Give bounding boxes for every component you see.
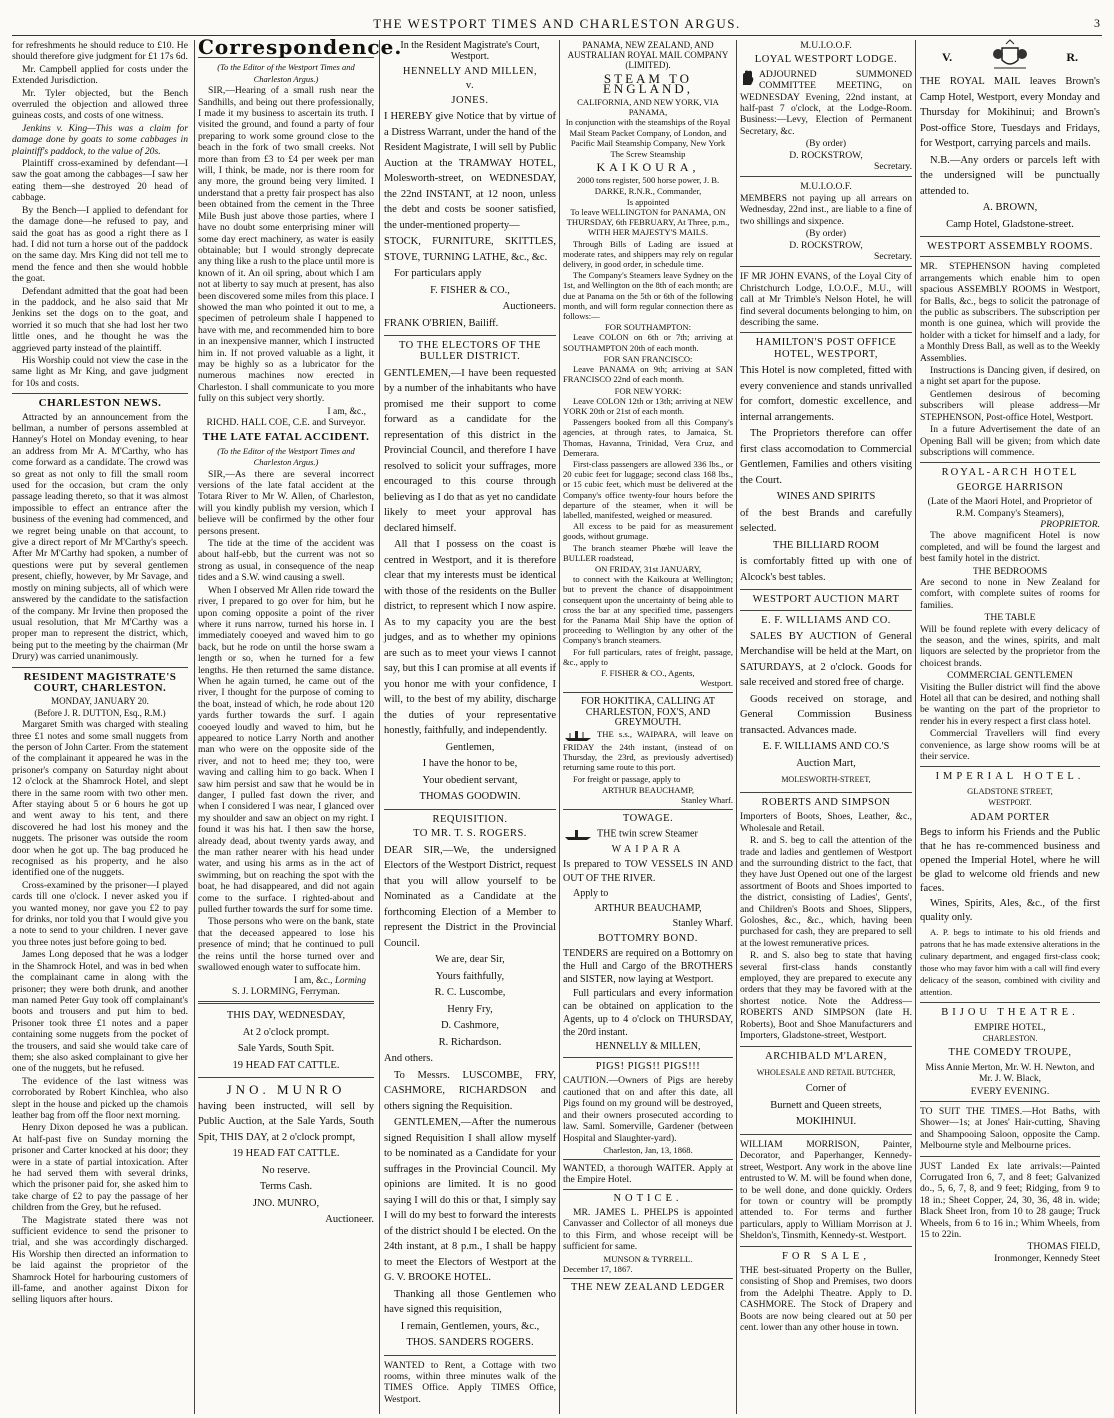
ad-text: Yours faithfully,: [435, 970, 505, 982]
article-text: James Long deposed that he was a lodger in the Shamrock Hotel, and was in bed when the complainant came in along with the prisoner; they were both drunk, and another man named Peter Guy took off complainant's boots and trousers and put him to bed. Prisoner took three £1 notes and a paper containing some nuggets from the pocket of the trousers, and said she would take care of them; she also asked complainant to give her one of the nuggets, but he refused.: [12, 949, 188, 1075]
ad-text: Goods received on storage, and General Commission Business transacted. Advances made.: [740, 693, 912, 736]
ad-signature: Auctioneer.: [325, 1214, 374, 1226]
ad-subheading: THE BEDROOMS: [972, 565, 1048, 577]
ad-signature: MUNSON & TYRRELL.: [603, 1253, 693, 1264]
ad-text: PROPRIETOR.: [1040, 518, 1100, 530]
ship-name: KAIKOURA,: [596, 160, 700, 175]
ad-text: I HEREBY give Notice that by virtue of a Distress Warrant, under the hand of the Resident Magistrate, I will sell by Public Auction at the TRAMWAY HOTEL, Molesworth-street, on WEDNESDAY, the 22nd INSTANT, at 12 noon, unless the debt and costs be sooner satisfied, the under-mentioned property—: [384, 111, 556, 231]
ad-text: is comfortably fitted up with one of Alcock's best tables.: [740, 556, 912, 583]
ad-imperial: [920, 826, 1100, 925]
ad-subheading: GEORGE HARRISON: [956, 481, 1064, 493]
article-text: His Worship could not view the case in the same light as Mr King, and gave judgment for 10s and costs.: [12, 354, 188, 389]
ad-signature: Westport.: [700, 678, 733, 689]
article-text: for refreshments he should reduce to £10. He should therefore give judgment for £1 17s 6d.: [12, 40, 188, 63]
ad-text: EVERY EVENING.: [970, 1085, 1050, 1097]
section-heading: ROYAL-ARCH HOTEL: [941, 467, 1079, 479]
ad-electors: [384, 366, 556, 805]
section-heading: THE LATE FATAL ACCIDENT.: [202, 431, 370, 444]
ad-text: Miss Annie Merton, Mr. W. H. Newton, and Mr. J. W. Black,: [925, 1061, 1095, 1085]
section-heading: BOTTOMRY BOND.: [598, 932, 698, 944]
ad-text: Wines, Spirits, Ales, &c., of the first quality only.: [920, 898, 1100, 924]
divider: [563, 1159, 733, 1160]
ad-text: Instructions is Dancing given, if desired, on a night set apart for the pupose.: [920, 365, 1100, 388]
divider: [740, 1046, 912, 1047]
ad-text: Is appointed: [626, 196, 670, 207]
ad-signature: F. FISHER & CO., Agents,: [601, 667, 695, 678]
ad-text: No reserve.: [261, 1164, 311, 1176]
ad-text: MR. JAMES L. PHELPS is appointed Canvasser and Collector of all moneys due to this Firm, and whose receipt will be sufficient for same.: [563, 1206, 733, 1253]
ad-text: GENTLEMEN,—I have been requested by a number of the inhabitants who have promised me their support to come forward as a candidate for the representation of this district in the Provincial Council, and therefore I have resolved to solicit your suffrages, more encouraged to this course through believing as I do that as yet no candidate likely to meet your approval has declared himself.: [384, 367, 556, 534]
ad-text: [740, 69, 912, 137]
ad-signature: Camp Hotel, Gladstone-street.: [946, 218, 1074, 230]
court-before: (Before J. R. DUTTON, Esq., R.M.): [34, 707, 166, 718]
ad-text: ON FRIDAY, 31st JANUARY,: [594, 563, 702, 574]
section-heading: STEAM TO ENGLAND,: [602, 70, 694, 96]
letter-text: The tide at the time of the accident was about half-ebb, but the current was not so strong as usual, in consequence of the neap tides and a S.W. wind causing a swell.: [198, 538, 374, 584]
column-divider: [915, 40, 916, 1414]
ad-text: For particulars apply: [394, 268, 482, 280]
ad-text: The above magnificent Hotel is now completed, and will be found the largest and best family hotel in the district.: [920, 530, 1100, 565]
article-text: Defendant admitted that the goat had been in the paddock, and he also said that Mr Jenkins set the dogs on to the goat, and worried it so much that she had lost her two little ones, and he thought he was the aggrieved party instead of the plaintiff.: [12, 285, 188, 354]
ad-text: For freight or passage, apply to: [573, 773, 681, 784]
ad-signature: THOS. SANDERS ROGERS.: [406, 1337, 534, 1349]
ad-heading: JNO. MUNRO: [226, 1082, 346, 1098]
ad-wanted-waiter: WANTED, a thorough WAITER. Apply at the Empire Hotel.: [563, 1163, 733, 1185]
ad-text: ADJOURNED SUMMONED COMMITTEE MEETING, on WEDNESDAY Evening, 22nd instant, at half-past 7 o'clock, at the Lodge-Room. Business:—Levy, Election of Permanent Secretary, &c.: [740, 68, 912, 137]
article-text: Margaret Smith was charged with stealing three £1 notes and some small nuggets from the person of John Carter. From the statement of the complainant it appeared he was in the prisoner's company on Saturday night about 12 o'clock at the Shamrock Hotel, and slept there in the same room with two other men. After staying about 5 or 6 hours he got up and went away to his tent, and there discovered he had lost his money and the nuggets. The prisoner was outside the room door when he got up. The bag produced he recognised as his property, and he also identified one of the nuggets.: [12, 719, 188, 879]
ad-text: EMPIRE HOTEL,: [974, 1021, 1046, 1033]
divider: [198, 1001, 374, 1004]
article-text: Jenkins v. King—This was a claim for damage done by goats to some cabbages in plaintiff's paddock, to the value of 20s.: [12, 122, 188, 157]
ad-text: To Messrs. LUSCOMBE, FRY, CASHMORE, RICHARDSON and others signing the Requisition.: [384, 1069, 556, 1112]
ad-text: Sale Yards, South Spit.: [237, 1043, 335, 1055]
section-heading: ARCHIBALD M'LAREN,: [765, 1050, 887, 1062]
ad-text: DEAR SIR,—We, the undersigned Electors of the Westport District, request that you will allow yourself to be Nominated as a Candidate at the forthcoming Election of a Member to represent the District in the Provincial Council.: [384, 844, 556, 949]
to-editor: (To the Editor of the Westport Times and Charleston Argus.): [217, 62, 355, 84]
divider: [384, 335, 556, 336]
ad-hamilton: [740, 363, 912, 585]
ad-text: Leave COLON 12th or 13th; arriving at NEW YORK 20th or 21st of each month.: [563, 395, 733, 416]
ad-text: MOKIHINUI.: [795, 1116, 857, 1128]
ad-text: N.B.—Any orders or parcels left with the undersigned will be punctually attended to.: [920, 154, 1100, 197]
ad-text: CHARLESTON.: [982, 1033, 1038, 1043]
ad-text: TO SUIT THE TIMES.—Hot Baths, with Shower—1s; at Jones' Hair-cutting, Shaving and Shampooing Saloon, opposite the Camp. Melbourne style and Melbourne prices.: [920, 1105, 1100, 1152]
case-versus: v.: [465, 80, 475, 92]
ad-text: The Proprietors therefore can offer first class accomodation to Commercial Gentlemen, Families and others visiting the Court.: [740, 428, 912, 486]
steamer-icon: [563, 827, 593, 841]
article-text: Mr. Tyler objected, but the Bench overruled the objection and allowed three guineas costs, and costs of one witness.: [12, 87, 188, 122]
article-text: Henry Dixon deposed he was a publican. At half-past five on Sunday morning the prisoner and Carter knocked at his door; they were in a state of partial intoxication. After he had served them with several drinks, which the prisoner paid for, she asked him to take charge of £2 to pay the passage of her children from the Grey, but he refused.: [12, 1122, 188, 1214]
ad-text: Corner of: [805, 1083, 847, 1095]
hand-emblem-icon: [740, 69, 756, 87]
ad-text: Thanking all those Gentlemen who have signed this requisition,: [384, 1288, 556, 1316]
divider: [12, 393, 188, 394]
ad-text: Will be found replete with every delicacy of the season, and the wines, spirits, and malt liquors are selected by the proprietor from the choicest brands.: [920, 623, 1100, 669]
column-divider: [194, 40, 195, 1414]
signature: I am, &c.,: [327, 405, 366, 417]
ad-signature: THOMAS FIELD,: [1027, 1241, 1100, 1253]
divider: [12, 667, 188, 668]
article-text: By the Bench—I applied to defendant for the damage done—he refused to pay, and said the goat has as good a right there as I had. I did not turn a horse out of the paddock on the same day. Mrs King did not tell me to mend the fence and then she would hobble the goat.: [12, 204, 188, 285]
handwritten-signature: Lorming: [334, 974, 366, 985]
steam-sub: CALIFORNIA, AND NEW YORK, VIA PANAMA,: [577, 97, 719, 118]
ad-date: December 17, 1867.: [563, 1264, 633, 1275]
ship-name: WAIPARA: [611, 843, 685, 855]
ad-text: The branch steamer Phœbe will leave the BULLER roadstead,: [563, 542, 733, 563]
section-heading: TOWAGE.: [622, 813, 674, 825]
section-heading: PIGS! PIGS!! PIGS!!!: [595, 1060, 701, 1072]
divider: [920, 236, 1100, 237]
masthead-rule: [12, 35, 1102, 36]
ad-text: STOCK, FURNITURE, SKITTLES, STOVE, TURNING LATHE, &c., &c.: [384, 236, 556, 263]
ad-text: GENTLEMEN,—After the numerous signed Requisition I shall allow myself to be nominated as a Candidate for your suffrages in the Provincial Council. My opinions are limited. It is no good saying I will do this or that, I simply say I will do my best to forward the interests of the district should I be elected. On the 24th instant, at 8 p.m., I shall be happy to meet the Electors of Westport at the G. V. BROOKE HOTEL.: [384, 1117, 556, 1284]
section-heading: WESTPORT AUCTION MART: [752, 594, 900, 606]
ad-signature: Auction Mart,: [796, 757, 856, 769]
ad-text: A. P. begs to intimate to his old friends and patrons that he has made extensive alterations in the culinary department, and engaged first-class cook; those who may favor him with a call will find every delicacy of the season, combined with civility and attention.: [920, 927, 1100, 998]
ad-text: In conjunction with the steamships of the Royal Mail Steam Packet Company, of London, and Pacific Mail Steamship Company, New York: [565, 117, 731, 148]
signature: [198, 975, 366, 986]
ad-text: R. and S. beg to call the attention of the trade and ladies and gentlemen of Westport and the surrounding district to the fact, that they have Just Opened out one of the largest assortment of Boots and Shoes imported to the district, consisting of Ladies', Gents', and Children's Boots and Shoes, Slippers, Goloshes, &c., &c., which, having been purchased for cash, they are prepared to sell at the lowest remunerative prices.: [740, 835, 912, 949]
ad-signature: FRANK O'BRIEN, Bailiff.: [384, 317, 499, 329]
ad-text: WILLIAM MORRISON, Painter, Decorator, and Paperhanger, Kennedy-street, Westport. Any work in the above line entrusted to W. M. will be found when done, to be well done, and done quickly. Orders for town or country will be promptly attended to. For terms and further particulars, apply to William Morrison at J. Sheldon's, Tinsmith, Kennedy-st. Westport.: [740, 1138, 912, 1242]
ad-text: CAUTION.—Owners of Pigs are hereby cautioned that on and after this date, all Pigs found on my ground will be destroyed, and their owners prosecuted according to law. Saml. Somerville, Gardener (between Hospital and Slaughter-yard).: [563, 1075, 733, 1144]
ad-text: First-class passengers are allowed 336 lbs., or 20 cubic feet for luggage; second class 168 lbs., or 15 cubic feet, which must be delivered at the Company's office twenty-four hours before the departure of the steamer, when it will be labelled, manifested, weighed or measured.: [563, 458, 733, 520]
ad-signature: A. BROWN,: [982, 202, 1038, 213]
article-text: Mr. Campbell applied for costs under the Extended Jurisdiction.: [12, 63, 188, 87]
ad-text: WESTPORT.: [988, 798, 1032, 808]
royal-coat-of-arms-icon: [990, 40, 1030, 72]
ad-text: Is prepared to TOW VESSELS IN AND OUT OF THE RIVER.: [563, 858, 733, 884]
column-5: [740, 40, 912, 1414]
letter-text: SIR,—As there are several incorrect versions of the late fatal accident at the Totara River to Mr W. Allen, of Charleston, will you kindly publish my version, which I believe will be confirmed by the other four persons present.: [198, 468, 374, 537]
ad-text: WHOLESALE AND RETAIL BUTCHER,: [756, 1067, 896, 1077]
ad-bottomry: [563, 947, 733, 1053]
ad-subheading: THE TABLE: [984, 612, 1036, 624]
ad-text: In a future Advertisement the date of an Opening Ball will be given; from which date subscriptions will commence.: [920, 424, 1100, 458]
case-party: JONES.: [451, 94, 489, 106]
divider: [740, 1246, 912, 1247]
ad-signature: HENNELLY & MILLEN,: [595, 1040, 701, 1052]
ad-text: This Hotel is now completed, fitted with every convenience and stands unrivalled for comfort, domestic excellence, and internal arrangements.: [740, 365, 912, 423]
divider: [740, 792, 912, 793]
ad-signature: MOLESWORTH-STREET,: [781, 775, 871, 785]
requisition-name: R. Richardson.: [438, 1036, 502, 1048]
court-date: MONDAY, JANUARY 20.: [51, 696, 149, 707]
divider: [920, 766, 1100, 767]
ad-mclaren: [740, 1065, 912, 1130]
section-heading: REQUISITION.: [432, 813, 508, 825]
ad-subheading: ADAM PORTER: [970, 811, 1050, 823]
section-heading: FOR SALE,: [782, 1250, 870, 1262]
divider: [920, 1002, 1100, 1003]
ad-text: Full particulars and every information can be obtained on application to the Agents, up to 4 o'clock on THURSDAY, the 20rd instant.: [563, 987, 733, 1038]
route-heading: FOR SAN FRANCISCO:: [603, 353, 693, 364]
ad-text: 2000 tons register, 500 horse power, J. B. DARKE, R.N.R., Commander,: [576, 175, 720, 196]
ad-text: Leave PANAMA on 9th; arriving at SAN FRANCISCO 22nd of each month.: [563, 364, 733, 385]
ad-signature: JNO. MUNRO,: [252, 1197, 320, 1209]
divider: [563, 1278, 733, 1279]
letter-text: When I observed Mr Allen ride toward the river, I prepared to go over for him, but he upon coming opposite a point of the river where it runs narrow, turned his horse in. I immediately cooeyed and waved him to go back, but he rode on until the horse swam a length or so, when he turned for a few lengths. He then returned the same distance. When he again turned, he came out of the river, I thought for the purpose of coming to the boat, instead of which, he rode about 120 yards further towards the surf. I again cooeyed loudly and waved to him, but he appeared to notice Larry North and another man who were on the opposite side of the river, and not to heed me; they too, were waving and calling him to go back. When I saw him persist and saw that he would be in danger, I pulled fast down the river, and when I considered I was near, I glanced over my shoulder and saw an object on my right. I found it was his hat. I then saw the horse, already dead, about twenty yards away, and the man rather nearer with his head under water, and using his arms as in the act of swimming, but on reaching the spot with the boat, he had disappeared, and did not again come to the surface. I righted-about and pulled further towards the surf for some time.: [198, 584, 374, 916]
vr-letter-v: V.: [942, 50, 953, 64]
divider: [920, 1101, 1100, 1102]
section-heading: LOYAL WESTPORT LODGE.: [754, 54, 898, 66]
section-heading: THE NEW ZEALAND LEDGER: [571, 1282, 725, 1294]
ad-munro: [198, 1008, 374, 1228]
ad-text: Terms Cash.: [259, 1181, 313, 1193]
ad-signature: Auctioneers.: [502, 301, 556, 313]
ad-signature: Secretary.: [874, 161, 912, 173]
divider: [740, 1134, 912, 1135]
section-heading: ROBERTS AND SIMPSON: [761, 796, 891, 808]
ad-text: I remain, Gentlemen, yours, &c.,: [400, 1320, 540, 1332]
requisition-name: R. C. Luscombe,: [434, 987, 506, 999]
mail-company: PANAMA, NEW ZEALAND, AND AUSTRALIAN ROYAL MAIL COMPANY (LIMITED).: [567, 40, 729, 71]
masthead: [0, 0, 1114, 40]
ad-text: Gentlemen,: [445, 741, 495, 753]
divider: [920, 462, 1100, 463]
order-heading: M.U.I.O.O.F.: [800, 181, 852, 193]
divider: [563, 809, 733, 810]
ad-signature: F. FISHER & CO.,: [430, 284, 510, 296]
ad-signature: ARTHUR BEAUCHAMP,: [601, 784, 695, 795]
ad-subheading: THE BILLIARD ROOM: [772, 539, 880, 551]
divider: [740, 266, 912, 267]
column-4: [563, 40, 733, 1414]
ad-text: R. and S. also beg to state that having several first-class hands constantly employed, they are prepared to execute any orders that they may be favored with at the shortest notice. Note the Address—ROBERTS AND SIMPSON (late H. Roberts), Boot and Shoe Manufacturers and Importers, Gladstone-street, Westport.: [740, 950, 912, 1042]
section-heading: E. F. WILLIAMS AND CO.: [761, 614, 891, 626]
column-divider: [559, 40, 560, 1414]
divider: [563, 692, 733, 693]
ad-text: (By order): [805, 138, 847, 150]
divider: [740, 176, 912, 177]
ad-text: MEMBERS not paying up all arrears on Wednesday, 22nd inst., are liable to a fine of two shillings and sixpence.: [740, 192, 912, 227]
ad-text: To leave WELLINGTON for PANAMA, ON THURSDAY, 6th FEBRUARY, At Three, p.m., WITH HER MAJESTY'S MAILS.: [566, 207, 730, 238]
signature: RICHD. HALL COE, C.E. and Surveyor.: [206, 417, 366, 428]
ad-text: Commercial Travellers will find every convenience, as large show rooms will be at their service.: [920, 728, 1100, 763]
ad-text: [563, 728, 733, 773]
ad-text: Visiting the Buller district will find the above Hotel all that can be desired, and nothing shall be wanting on the part of the proprietor to render his in every respect a first class hotel.: [920, 681, 1100, 727]
requisition-name: D. Cashmore,: [440, 1020, 500, 1032]
ad-williams: [740, 629, 912, 788]
ad-text: Burnett and Queen streets,: [770, 1099, 882, 1111]
order-heading: M.U.I.O.O.F.: [800, 40, 852, 51]
divider: [920, 1156, 1100, 1157]
section-heading: TO THE ELECTORS OF THE BULLER DISTRICT.: [398, 340, 542, 363]
ad-text: having been instructed, will sell by Public Auction, at the Sale Yards, South Spit, THIS DAY, at 2 o'clock prompt,: [198, 1100, 374, 1143]
ad-signature: Stanley Wharf.: [681, 795, 733, 806]
case-party: HENNELLY AND MILLEN,: [402, 65, 538, 77]
ad-text: MR. STEPHENSON having completed arrangements which enable him to open spacious ASSEMBLY ROOMS in Westport, for Balls, &c., begs to solicit the patronage of the public as subscribers. The subscription per month is one guinea, which will provide the holder with a ticket for himself and a lady, for a Monthly Dress Ball, as well as to the Weekly Assemblies.: [920, 261, 1100, 364]
section-heading: IMPERIAL HOTEL.: [935, 771, 1085, 783]
ad-text: IF MR JOHN EVANS, of the Loyal City of Christchurch Lodge, I.O.O.F., M.U., will call at Mr Trimble's Nelson Hotel, he will find several documents belonging to him, on describing the same.: [740, 271, 912, 328]
column-divider: [736, 40, 737, 1414]
ad-text: (By order): [805, 228, 847, 240]
column-6: [920, 40, 1100, 1414]
section-heading: NOTICE.: [613, 1192, 683, 1204]
ad-requisition: [384, 843, 556, 1351]
ad-text: Charleston, Jan, 13, 1868.: [603, 1145, 693, 1156]
to-editor: (To the Editor of the Westport Times and Charleston Argus.): [217, 445, 355, 468]
section-heading: WESTPORT ASSEMBLY ROOMS.: [927, 241, 1093, 252]
ad-text: The Screw Steamship: [610, 149, 686, 160]
ad-text: All excess to be paid for as measurement goods, without grumage.: [563, 521, 733, 542]
ad-text: TENDERS are required on a Bottomry on the Hull and Cargo of the BROTHERS and SISTER, now laying at Westport.: [563, 947, 733, 985]
section-heading: CHARLESTON NEWS.: [38, 397, 162, 410]
ad-signature: E. F. WILLIAMS AND CO.'S: [762, 741, 890, 753]
ad-subheading: COMMERCIAL GENTLEMEN: [947, 670, 1073, 682]
court-heading: In the Resident Magistrate's Court, Westport.: [400, 40, 540, 63]
article-text: The Magistrate stated there was not sufficient evidence to send the prisoner to trial, and she was accordingly discharged. His Worship then directed an information to be laid against the proprietor of the Shamrock Hotel for harbouring customers of ill-fame, and another against Dixon for selling liquors after hours.: [12, 1214, 188, 1306]
letter-text: SIR,—Hearing of a small rush near the Sandhills, and being out there professionally, I made it my business to ascertain its truth. I visited the ground, and found a party of four preparing to work some ground close to the beach in the fork of two small creeks. Not more than from £3 to £4 per week per man will, I think, be made, nor is there room for any more, the ground being very limited. I understand that a pretty fair prospect has also been obtained from the cement in the Three Mile Bush just above those parties, where I have no doubt some enterprising miner will some day erect machinery, as water is easily obtainable; but I would strongly deprecate any thing like a rush to the place until more is known of it. An oil spring, about which I am not at liberty to say much at present, has also been discovered some miles from this place. I showed the man who pointed it out to me, a specimen of petroleum shale I happened to have with me, and recommended him to bore in an inexpensive manner, which I instructed him in. If not proved valuable as a light, it may be highly so as a lubricator for the numerous machines now erected in Charleston. I shall communicate to you more fully on this subject very shortly.: [198, 85, 374, 405]
ad-subheading: WINES AND SPIRITS: [776, 491, 876, 503]
vr-letter-r: R.: [1066, 50, 1078, 64]
ad-heading: THIS DAY, WEDNESDAY,: [226, 1010, 346, 1022]
divider: [563, 1189, 733, 1190]
masthead-title: THE WESTPORT TIMES AND CHARLESTON ARGUS.: [373, 16, 741, 31]
ad-text: 19 HEAD FAT CATTLE.: [232, 1148, 340, 1160]
ad-text: I have the honor to be,: [422, 758, 518, 770]
article-text: Cross-examined by the prisoner—I played cards till one o'clock. I never asked you if you wanted money, nor gave you £2 to pay for drinks, nor told you that I would give you a note to send to your children. I never gave you three notes just before going to bed.: [12, 879, 188, 948]
ad-distress-notice: [384, 109, 556, 331]
divider: [740, 589, 912, 590]
ad-text: [563, 827, 733, 841]
ad-text: THE twin screw Steamer: [597, 828, 698, 840]
ad-text: Begs to inform his Friends and the Public that he has re-commenced business and opened the Imperial Hotel, where he will be glad to welcome old friends and new faces.: [920, 827, 1100, 895]
ad-text: We are, dear Sir,: [435, 954, 505, 966]
divider: [740, 610, 912, 611]
signature: S. J. LORMING, Ferryman.: [232, 985, 340, 997]
ad-text: (Late of the Maori Hotel, and Proprietor of R.M. Company's Steamers),: [927, 496, 1093, 519]
ad-text: SALES BY AUCTION of General Merchandise will be held at the Mart, on SATURDAYS, at 2 o'clock. Goods for sale received and stored free of charge.: [740, 630, 912, 689]
ad-text: 19 HEAD FAT CATTLE.: [232, 1059, 340, 1071]
article-text: Plaintiff cross-examined by defendant—I saw the goat among the cabbages—I saw her eating them—she destroyed 20 head of cabbage.: [12, 158, 188, 204]
ad-text: At 2 o'clock prompt.: [242, 1026, 330, 1038]
section-heading: FOR HOKITIKA, CALLING AT CHARLESTON, FOX'S, AND GREYMOUTH.: [581, 696, 715, 728]
ad-text: Your obedient servant,: [422, 774, 518, 786]
ad-text: JUST Landed Ex late arrivals:—Painted Corrugated Iron 6, 7, and 8 feet; Galvanized do., 5, 6, 7, 8, and 9 feet; Ridging, from 9 to 18 in.; Sheet Copper, 24, 30, 36, 48 in. wide; Black Sheet Iron, from 10 to 28 gauge; Truck Wheels, from 6 to 16 in.; Whim Wheels, from 15 to 22in.: [920, 1160, 1100, 1240]
ad-text: GLADSTONE STREET,: [967, 785, 1053, 796]
divider: [563, 1057, 733, 1058]
ad-text: Are second to none in New Zealand for comfort, with complete suites of rooms for families.: [920, 576, 1100, 611]
column-3: [384, 40, 556, 1414]
ad-text: All that I possess on the coast is centred in Westport, and it is therefore clear that my interests must be identical with those of the residents on the Buller district, to represent which I now aspire. As to my capacity you are the best judges, and as to whether my opinions are such as to meet your views I cannot say, but this I can promise at all events if you honor me with your confidence, I will, to the best of my ability, discharge the duties of your representative honestly, faithfully, and independently.: [384, 539, 556, 737]
correspondence-title: Correspondence.: [198, 35, 403, 59]
divider: [384, 1355, 556, 1356]
column-divider: [379, 40, 380, 1414]
column-1: [12, 40, 188, 1414]
ad-text: For full particulars, rates of freight, passage, &c., apply to: [563, 646, 733, 667]
ad-text: Apply to: [573, 887, 609, 899]
column-2: [198, 35, 403, 1414]
ad-text: of the best Brands and carefully selected.: [740, 507, 912, 535]
ad-text: Importers of Boots, Shoes, Leather, &c., Wholesale and Retail.: [740, 811, 912, 834]
divider: [198, 1077, 374, 1078]
ad-signature: Stanley Wharf.: [672, 917, 733, 929]
ad-text: Gentlemen desirous of becoming subscribers will please address—Mr STEPHENSON, Post-office Hotel, Westport.: [920, 388, 1100, 423]
divider: [740, 332, 912, 333]
page-number: 3: [1094, 16, 1100, 30]
royal-arms-header: [920, 40, 1100, 74]
steamer-icon: [563, 728, 593, 742]
section-heading: RESIDENT MAGISTRATE'S COURT, CHARLESTON.: [23, 670, 177, 694]
section-heading: HAMILTON'S POST OFFICE HOTEL, WESTPORT,: [755, 337, 897, 360]
article-text: The evidence of the last witness was corroborated by Robert Kinchlea, who also slept in the house and picked up the chamois leather bag from off the floor next morning.: [12, 1075, 188, 1121]
ad-signature: ARTHUR BEAUCHAMP,: [594, 902, 702, 914]
route-heading: FOR SOUTHAMPTON:: [604, 322, 692, 333]
ad-wanted-cottage: WANTED to Rent, a Cottage with two rooms, within three minutes walk of the TIMES Office. Apply TIMES Office, Westport.: [384, 1359, 556, 1405]
requisition-name: Henry Fry,: [447, 1003, 493, 1015]
divider: [920, 256, 1100, 257]
ad-text: THE best-situated Property on the Buller, consisting of Shop and Premises, two doors from the Adelphi Theatre. Apply to D. CASHMORE. The Stock of Drapery and Boots are now being cleared out at 50 per cent. lower than any other house in town.: [740, 1264, 912, 1333]
ad-signature: Ironmonger, Kennedy Steet: [994, 1252, 1100, 1264]
section-heading: BIJOU THEATRE.: [941, 1007, 1079, 1019]
ad-text: Leave COLON on 6th or 7th; arriving at SOUTHAMPTON 20th of each month.: [563, 332, 733, 353]
divider: [384, 809, 556, 810]
ad-signature: Secretary.: [874, 250, 912, 262]
ad-text: And others.: [384, 1053, 433, 1065]
ad-signature: D. ROCKSTROW,: [789, 149, 863, 161]
signature-text: I am, &c.,: [293, 974, 333, 986]
ad-text: Through Bills of Lading are issued at moderate rates, and shippers may rely on regular delivery, in good order, in schedule time.: [563, 238, 733, 270]
ad-text: THE ROYAL MAIL leaves Brown's Camp Hotel, Westport, every Monday and Thursday for Mokihinui; and Brown's Post-office Store, Tuesdays and Fridays, for Westport, carrying parcels and mails.: [920, 76, 1100, 149]
section-heading: TO MR. T. S. ROGERS.: [413, 828, 527, 840]
ad-signature: D. ROCKSTROW,: [789, 239, 863, 251]
route-heading: FOR NEW YORK:: [614, 385, 682, 396]
ad-signature: THOMAS GOODWIN.: [419, 791, 521, 803]
ad-royal-mail: [920, 74, 1100, 232]
ad-text: to connect with the Kaikoura at Wellington; but to prevent the chance of disappointment consequent upon the uncertainty of being able to cross the bar at any specified time, passengers for the Panama Mail Ship have the option of proceeding to Wellington by any other of the Company's branch steamers.: [563, 574, 733, 646]
ad-text: The Company's Steamers leave Sydney on the 1st, and Wellington on the 8th of each month; are due at Panama on the 5th or 6th of the following month, and will form regular connection there as follows:—: [563, 270, 733, 322]
ad-towage: [563, 827, 733, 930]
ad-text: THE s.s., WAIPARA, will leave on FRIDAY the 24th instant, (instead of on Thursday, the 23rd, as previously advertised) returning same route to this port.: [563, 728, 733, 773]
letter-text: Those persons who were on the bank, state that the deceased appeared to lose his presence of mind; that he continued to pull the reins until the horse turned over and swallowed enough water to suffocate him.: [198, 916, 374, 974]
ad-text: Passengers booked from all this Company's agencies, at through rates, to Jamaica, St. Thomas, Havanna, Trinidad, Vera Cruz, and Demerara.: [563, 417, 733, 458]
article-text: Attracted by an announcement from the bellman, a number of persons assembled at Hanney's Hotel on Monday evening, to hear an address from Mr A. M'Carthy, who has come forward as a candidate. The crowd was so great as not only to fill the small room used for the occasion, but cram the only passage leading thereto, so that it was almost impossible to effect an entrance after the business of the evening had commenced, and we regret being unable on that account, to give a direct report of Mr M'Carthy's speech. After Mr M'Carthy had spoken, a number of questions were put by several gentlemen present, chiefly, however, by Mr Savage, and mostly on mining subjects, all of which were answered by the candidate to the satisfaction of the company. Mr Irvine then proposed the usual resolution, that Mr M'Carthy was a proper man to represent the district, which, being put to the meeting by the chairman (Mr Drury) was carried unanimously.: [12, 411, 188, 663]
ad-subheading: THE COMEDY TROUPE,: [948, 1047, 1072, 1059]
